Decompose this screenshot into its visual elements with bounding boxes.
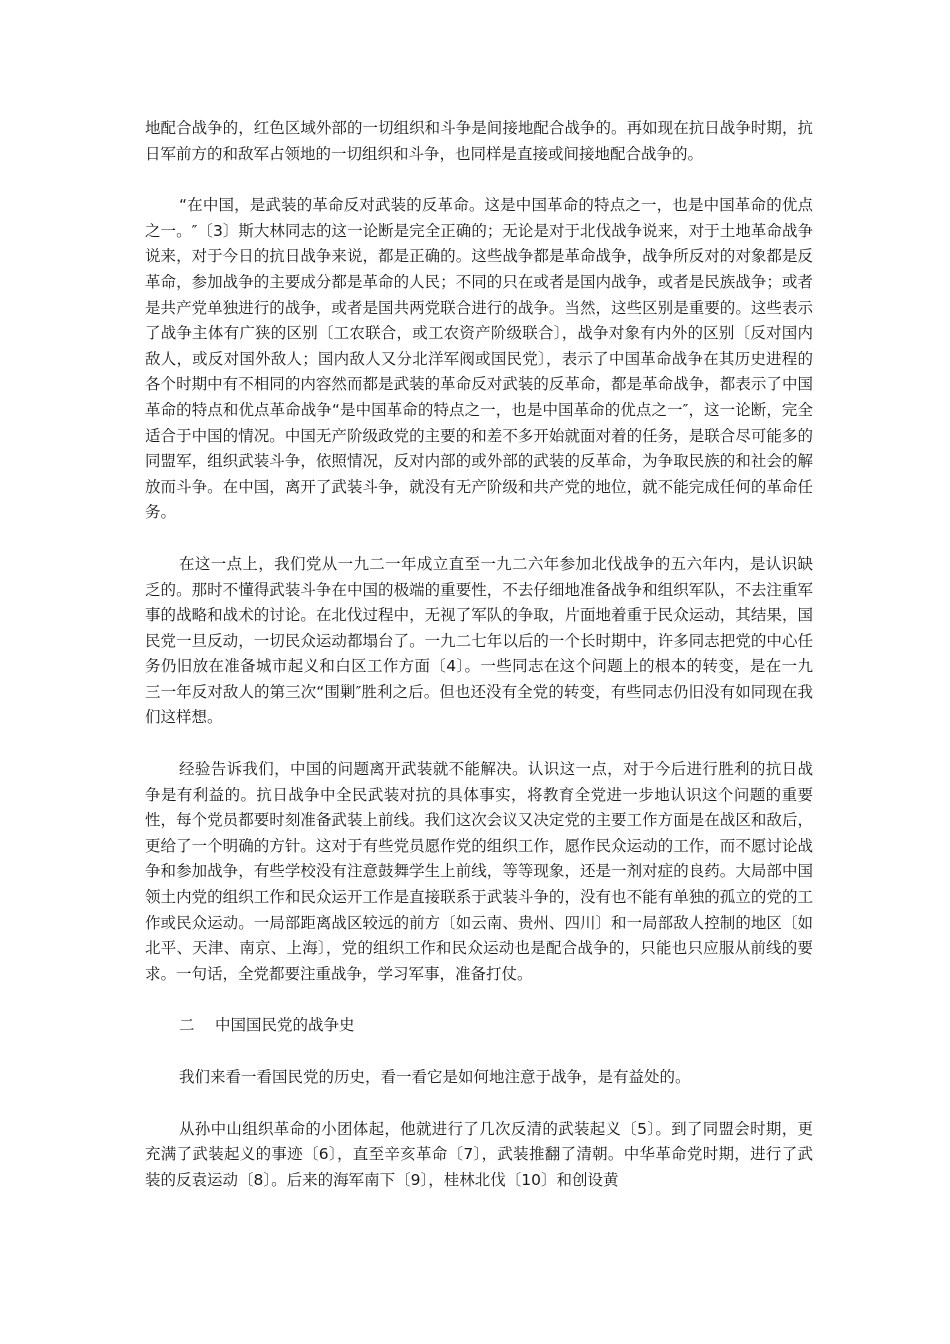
paragraph-1: 地配合战争的，红色区域外部的一切组织和斗争是间接地配合战争的。再如现在抗日战争时期，抗日军前方的和敌军占领地的一切组织和斗争，也同样是直接或间接地配合战争的。 [145, 119, 813, 163]
document-page [145, 116, 813, 1219]
paragraph-3: 在这一点上，我们党从一九二一年成立直至一九二六年参加北伐战争的五六年内，是认识缺乏的。那时不懂得武装斗争在中国的极端的重要性，不去仔细地准备战争和组织军队，不去注重军事的战略和战术的讨论。在北伐过程中，无视了军队的争取，片面地着重于民众运动，其结果，国民党一旦反动，一切民众运动都塌台了。一九二七年以后的一个长时期中，许多同志把党的中心任务仍旧放在准备城市起义和白区工作方面〔4〕。一些同志在这个问题上的根本的转变，是在一九三一年反对敌人的第三次“围剿″胜利之后。但也还没有全党的转变，有些同志仍旧没有如同现在我们这样想。 [145, 554, 813, 727]
section-heading [145, 1013, 813, 1039]
section-number: 二 [179, 1016, 195, 1035]
paragraph-4: 经验告诉我们，中国的问题离开武装就不能解决。认识这一点，对于今后进行胜利的抗日战争是有利益的。抗日战争中全民武装对抗的具体事实，将教育全党进一步地认识这个问题的重要性，每个党员都要时刻准备武装上前线。我们这次会议又决定党的主要工作方面是在战区和敌后，更给了一个明确的方针。这对于有些党员愿作党的组织工作，愿作民众运动的工作，而不愿讨论战争和参加战争，有些学校没有注意鼓舞学生上前线，等等现象，还是一剂对症的良药。大局部中国领土内党的组织工作和民众运开工作是直接联系于武装斗争的，没有也不能有单独的孤立的党的工作或民众运动。一局部距离战区较远的前方〔如云南、贵州、四川〕和一局部敌人控制的地区〔如北平、天津、南京、上海〕，党的组织工作和民众运动也是配合战争的，只能也只应服从前线的要求。一句话，全党都要注重战争，学习军事，准备打仗。 [145, 760, 813, 983]
paragraph-6: 从孙中山组织革命的小团体起，他就进行了几次反清的武装起义〔5〕。到了同盟会时期，更充满了武装起义的事迹〔6〕，直至辛亥革命〔7〕，武装推翻了清朝。中华革命党时期，进行了武装的反袁运动〔8〕。后来的海军南下〔9〕，桂林北伐〔10〕和创设黄 [145, 1119, 813, 1189]
section-title: 中国国民党的战争史 [215, 1016, 355, 1035]
paragraph-5: 我们来看一看国民党的历史，看一看它是如何地注意于战争，是有益处的。 [179, 1068, 691, 1086]
paragraph-2: “在中国，是武装的革命反对武装的反革命。这是中国革命的特点之一，也是中国革命的优点之一。″〔3〕斯大林同志的这一论断是完全正确的；无论是对于北伐战争说来，对于土地革命战争说来，对于今日的抗日战争来说，都是正确的。这些战争都是革命战争，战争所反对的对象都是反革命，参加战争的主要成分都是革命的人民；不同的只在或者是国内战争，或者是民族战争；或者是共产党单独进行的战争，或者是国共两党联合进行的战争。当然，这些区别是重要的。这些表示了战争主体有广狭的区别〔工农联合，或工农资产阶级联合〕，战争对象有内外的区别〔反对国内敌人，或反对国外敌人；国内敌人又分北洋军阀或国民党〕，表示了中国革命战争在其历史进程的各个时期中有不相同的内容然而都是武装的革命反对武装的反革命，都是革命战争，都表示了中国革命的特点和优点革命战争“是中国革命的特点之一，也是中国革命的优点之一″，这一论断，完全适合于中国的情况。中国无产阶级政党的主要的和差不多开始就面对着的任务，是联合尽可能多的同盟军，组织武装斗争，依照情况，反对内部的或外部的武装的反革命，为争取民族的和社会的解放而斗争。在中国，离开了武装斗争，就没有无产阶级和共产党的地位，就不能完成任何的革命任务。 [145, 196, 813, 522]
